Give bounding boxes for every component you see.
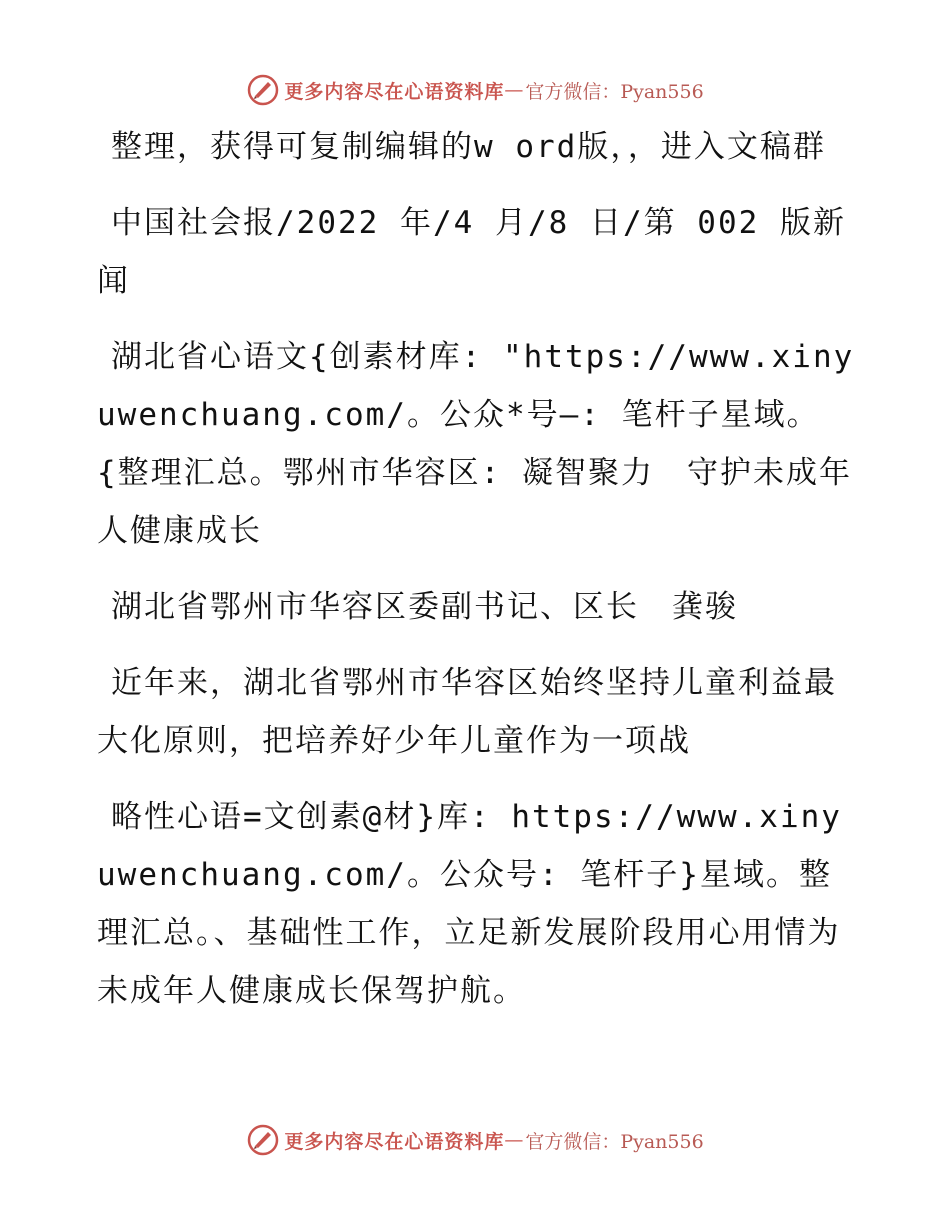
header-watermark-banner [0, 70, 950, 110]
banner-separator: — [504, 79, 524, 101]
logo-seal-icon [246, 1123, 280, 1157]
banner-wechat-text: 官方微信：Pyan556 [525, 80, 704, 103]
paragraph-6: 略性心语=文创素@材}库: https://www.xinyuwenchuang.com/。公众号: 笔杆子}星域。整理汇总。、基础性工作，立足新发展阶段用心用情为未成年人健康成长保驾护航。 [97, 799, 842, 1009]
banner-brand-text: 更多内容尽在心语资料库 [284, 1130, 505, 1153]
banner-separator: — [504, 1129, 524, 1151]
footer-watermark-banner [0, 1120, 950, 1160]
logo-seal-icon [246, 73, 280, 107]
paragraph-5: 近年来，湖北省鄂州市华容区始终坚持儿童利益最大化原则，把培养好少年儿童作为一项战 [97, 665, 837, 759]
paragraph-2: 中国社会报/2022 年/4 月/8 日/第 002 版新闻 [97, 205, 846, 299]
paragraph-3: 湖北省心语文{创素材库: "https://www.xinyuwenchuang.com/。公众*号—: 笔杆子星域。{整理汇总。鄂州市华容区: 凝智聚力 守护未成年人健康成长 [97, 339, 855, 549]
paragraph-1: 整理，获得可复制编辑的w ord版，，进入文稿群 [111, 129, 826, 165]
banner-wechat-text: 官方微信：Pyan556 [525, 1130, 704, 1153]
paragraph-4: 湖北省鄂州市华容区委副书记、区长 龚骏 [111, 589, 738, 625]
document-body [97, 118, 857, 1038]
banner-brand-text: 更多内容尽在心语资料库 [284, 80, 505, 103]
